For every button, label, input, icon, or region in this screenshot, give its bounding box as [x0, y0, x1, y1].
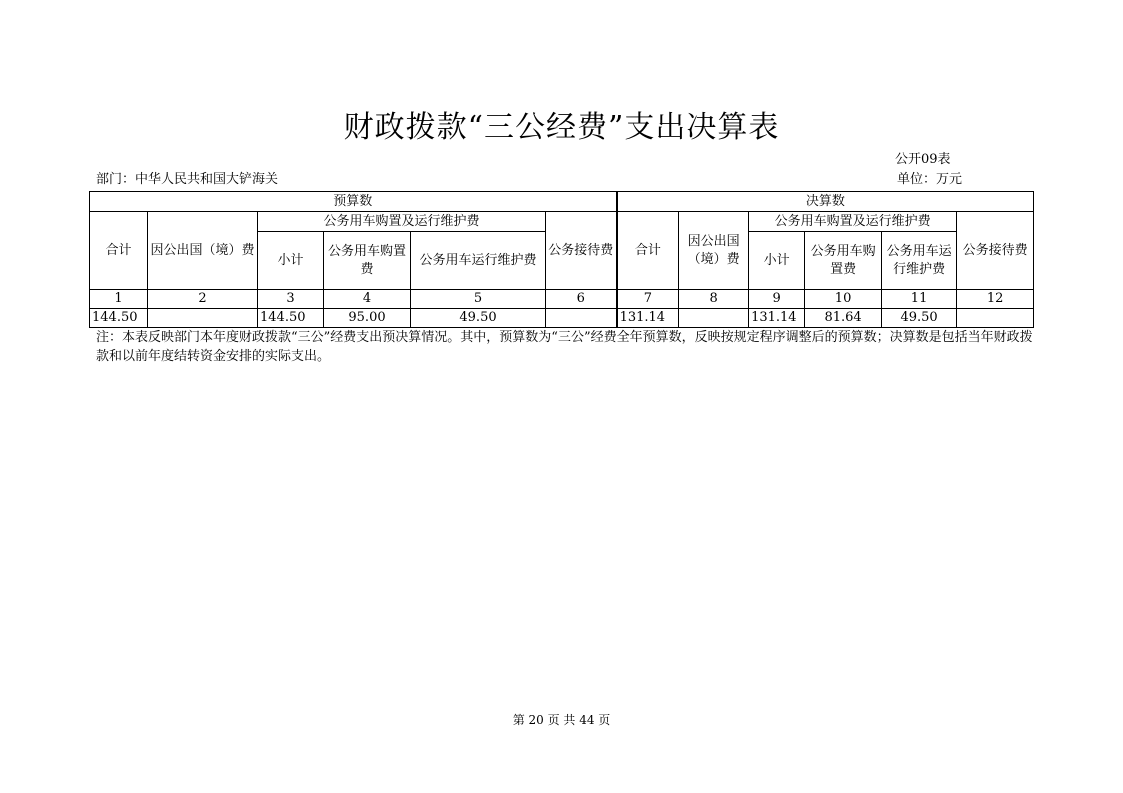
table-note: 注：本表反映部门本年度财政拨款“三公”经费支出预决算情况。其中，预算数为“三公”经费全年预算数，反映按规定程序调整后的预算数；决算数是包括当年财政拨款和以前年度结转资金安排的实际支出。 — [96, 330, 1033, 364]
column-number: 4 — [324, 290, 411, 309]
column-number: 12 — [957, 290, 1034, 309]
value-final-subtotal: 131.14 — [749, 309, 805, 328]
column-number: 9 — [749, 290, 805, 309]
value-budget-subtotal: 144.50 — [258, 309, 324, 328]
column-number: 10 — [805, 290, 882, 309]
value-final-vehicle-purchase: 81.64 — [805, 309, 882, 328]
value-budget-total: 144.50 — [90, 309, 148, 328]
header-final-vehicle-operation: 公务用车运行维护费 — [882, 232, 957, 290]
header-final-total: 合计 — [617, 212, 679, 290]
header-budget-reception: 公务接待费 — [546, 212, 617, 290]
header-budget-subtotal: 小计 — [258, 232, 324, 290]
value-budget-vehicle-operation: 49.50 — [411, 309, 546, 328]
header-final-subtotal: 小计 — [749, 232, 805, 290]
header-budget-abroad: 因公出国（境）费 — [148, 212, 258, 290]
header-final-abroad: 因公出国（境）费 — [679, 212, 749, 290]
value-final-abroad — [679, 309, 749, 328]
header-final-group: 决算数 — [617, 192, 1034, 212]
value-final-reception — [957, 309, 1034, 328]
page-title: 财政拨款“三公经费”支出决算表 — [343, 110, 780, 145]
value-budget-abroad — [148, 309, 258, 328]
value-budget-reception — [546, 309, 617, 328]
header-final-vehicle-purchase: 公务用车购置费 — [805, 232, 882, 290]
header-final-reception: 公务接待费 — [957, 212, 1034, 290]
department-label: 部门：中华人民共和国大铲海关 — [96, 172, 279, 187]
column-number: 6 — [546, 290, 617, 309]
column-number: 11 — [882, 290, 957, 309]
header-budget-vehicle-operation: 公务用车运行维护费 — [411, 232, 546, 290]
value-final-total: 131.14 — [617, 309, 679, 328]
header-final-vehicle-group: 公务用车购置及运行维护费 — [749, 212, 957, 232]
header-budget-vehicle-group: 公务用车购置及运行维护费 — [258, 212, 546, 232]
column-number: 5 — [411, 290, 546, 309]
column-number: 2 — [148, 290, 258, 309]
value-budget-vehicle-purchase: 95.00 — [324, 309, 411, 328]
three-public-expenses-table — [89, 191, 1034, 328]
header-budget-total: 合计 — [90, 212, 148, 290]
column-number: 1 — [90, 290, 148, 309]
column-number: 8 — [679, 290, 749, 309]
value-final-vehicle-operation: 49.50 — [882, 309, 957, 328]
header-budget-vehicle-purchase: 公务用车购置费 — [324, 232, 411, 290]
column-number: 7 — [617, 290, 679, 309]
column-number: 3 — [258, 290, 324, 309]
page-footer: 第 20 页 共 44 页 — [512, 713, 611, 727]
unit-label: 单位：万元 — [897, 172, 963, 187]
form-code: 公开09表 — [895, 152, 951, 167]
header-budget-group: 预算数 — [90, 192, 617, 212]
